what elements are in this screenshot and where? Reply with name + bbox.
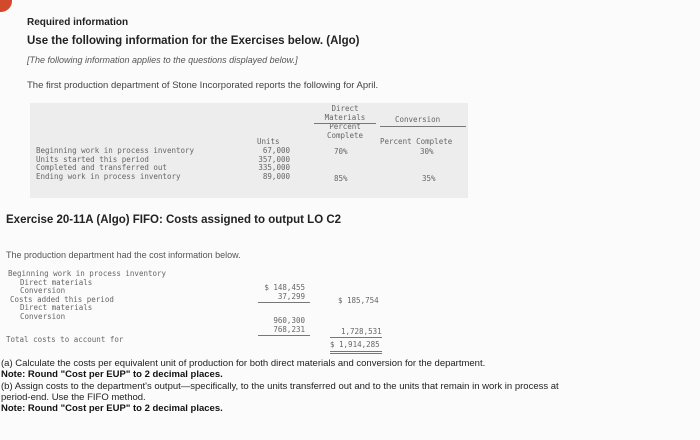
grand-total: $ 1,914,285: [330, 340, 380, 349]
units-value: 89,000: [262, 171, 290, 181]
divider: [380, 126, 466, 127]
table1-units: [250, 147, 290, 181]
units-value: 335,000: [258, 163, 290, 172]
cost-label: Costs added this period: [10, 294, 114, 304]
units-value: 357,000: [258, 154, 290, 164]
beginning-values: [255, 283, 305, 301]
instructions-heading: Use the following information for the Exercises below. (Algo): [27, 35, 360, 47]
question-a: (a) Calculate the costs per equivalent unit of production for both direct materials and conversion for the department.: [1, 358, 486, 369]
dm-percent-beginning: 70%: [334, 147, 348, 156]
direct-materials-column-header: [315, 104, 375, 140]
first-production-text: The first production department of Stone Incorporated reports the following for April.: [27, 80, 379, 91]
cost-label: Conversion: [20, 286, 66, 295]
cost-value: 960,300: [273, 316, 305, 325]
info-badge-icon: [0, 0, 12, 12]
divider: [258, 335, 310, 336]
conversion-percent-header: Percent Complete: [380, 137, 453, 146]
dm-header-line: Materials: [324, 113, 366, 122]
dm-percent-ending: 85%: [334, 174, 348, 183]
added-values: [255, 316, 305, 334]
exercise-intro: The production department had the cost information below.: [6, 250, 241, 260]
cost-label: Beginning work in process inventory: [8, 269, 167, 278]
conv-percent-beginning: 30%: [420, 147, 434, 156]
double-underline: [330, 351, 382, 354]
cost-label: Direct materials: [20, 277, 93, 287]
cost-value: $ 148,455: [264, 283, 305, 292]
dm-header-line: Complete: [326, 131, 364, 140]
applies-note: [The following information applies to the questions displayed below.]: [27, 55, 298, 65]
required-information-heading: Required information: [27, 17, 129, 28]
total-costs-label: Total costs to account for: [6, 335, 124, 344]
units-value: 67,000: [262, 146, 290, 155]
question-b: (b) Assign costs to the department's output—specifically, to the units transferred out and to the units that remain in work in process at: [1, 381, 559, 392]
beginning-total: $ 185,754: [338, 296, 379, 305]
row-label: Completed and transferred out: [36, 163, 167, 172]
cost-value: 768,231: [273, 325, 305, 334]
row-label: Units started this period: [36, 154, 149, 164]
units-column-header: Units: [257, 137, 280, 146]
divider: [330, 337, 382, 338]
cost-table-labels: [8, 270, 166, 321]
cost-label: Conversion: [20, 311, 66, 321]
units-table: [30, 103, 468, 198]
questions-block: [1, 358, 697, 414]
question-b-cont: period-end. Use the FIFO method.: [1, 392, 146, 403]
question-b-note: Note: Round "Cost per EUP" to 2 decimal places.: [1, 403, 223, 414]
conversion-column-header: Conversion: [395, 115, 441, 124]
conv-percent-ending: 35%: [422, 174, 436, 183]
dm-header-line: Direct: [331, 104, 359, 113]
exercise-title: Exercise 20-11A (Algo) FIFO: Costs assigned to output LO C2: [6, 214, 342, 226]
row-label: Beginning work in process inventory: [36, 146, 195, 155]
question-a-note: Note: Round "Cost per EUP" to 2 decimal places.: [1, 369, 223, 380]
row-label: Ending work in process inventory: [36, 171, 181, 181]
cost-value: 37,299: [277, 292, 305, 301]
divider: [258, 302, 310, 303]
cost-label: Direct materials: [20, 303, 93, 312]
divider: [314, 123, 376, 124]
dm-header-line: Percent: [329, 122, 361, 131]
table1-labels: [36, 147, 194, 181]
added-total: 1,728,531: [341, 327, 382, 336]
